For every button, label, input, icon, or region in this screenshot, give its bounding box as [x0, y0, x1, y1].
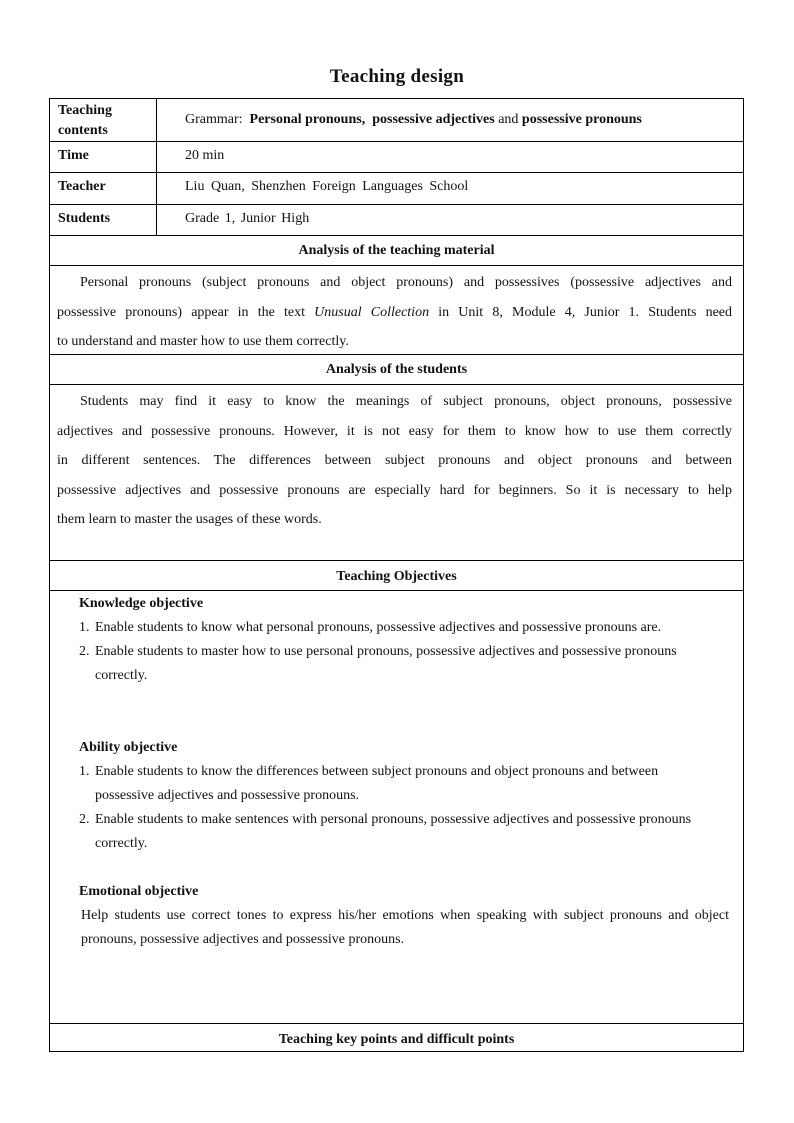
contents-term-possessive-pronouns: possessive pronouns: [521, 112, 642, 127]
item-text: Enable students to know what personal pronouns, possessive adjectives and possessive pronouns are.: [95, 620, 662, 635]
emotional-objective-title: Emotional objective: [79, 884, 199, 899]
material-line: [57, 298, 732, 328]
text-title: Unusual Collection: [314, 304, 430, 320]
key-points-heading: Teaching key points and difficult points: [278, 1032, 515, 1047]
students-analysis-line: possessive adjectives and possessive pronouns are especially hard for beginners. So it is necessary to help: [57, 482, 732, 498]
label-column-divider: [156, 99, 157, 235]
emotional-objective-text: Help students use correct tones to express his/her emotions when speaking with subject pronouns and object pronouns, possessive adjectives and possessive pronouns.: [81, 908, 729, 947]
item-number: 2.: [79, 644, 90, 659]
students-analysis-line: them learn to master the usages of these words.: [57, 512, 322, 527]
row-divider: [50, 560, 743, 561]
item-number: 2.: [79, 812, 90, 827]
row-divider: [50, 172, 743, 173]
material-line: Personal pronouns (subject pronouns and object pronouns) and possessives (possessive adjectives and: [80, 275, 732, 290]
list-item: [79, 760, 719, 808]
contents-joiner: and: [498, 112, 519, 127]
material-line: to understand and master how to use them correctly.: [57, 334, 349, 349]
students-analysis-paragraph: [57, 387, 732, 535]
contents-term-personal: Personal pronouns,: [249, 112, 366, 127]
row-divider: [50, 235, 743, 236]
students-value: Grade 1, Junior High: [185, 211, 310, 226]
teaching-design-table: [49, 98, 744, 1052]
item-text: Enable students to know the differences between subject pronouns and object pronouns and between possessive adjectives and possessive pronouns.: [95, 764, 659, 803]
row-divider: [50, 141, 743, 142]
list-item: [79, 808, 719, 856]
teacher-value: Liu Quan, Shenzhen Foreign Languages School: [185, 179, 469, 194]
knowledge-objective-title: Knowledge objective: [79, 596, 204, 611]
ability-objective-title: Ability objective: [79, 740, 178, 755]
teacher-label: Teacher: [58, 179, 106, 194]
list-item: [79, 616, 719, 640]
material-line2-start: possessive pronouns) appear in the text: [57, 304, 305, 320]
time-label: Time: [58, 148, 89, 163]
row-divider: [50, 590, 743, 591]
material-line2-end: in Unit 8, Module 4, Junior 1. Students need: [438, 304, 733, 320]
students-analysis-heading: Analysis of the students: [325, 362, 468, 377]
item-number: 1.: [79, 764, 90, 779]
material-heading: Analysis of the teaching material: [298, 243, 495, 258]
ability-objective-list: [79, 760, 719, 856]
list-item: [79, 640, 719, 688]
material-paragraph: [57, 268, 732, 357]
time-value: 20 min: [185, 148, 225, 163]
item-text: Enable students to master how to use personal pronouns, possessive adjectives and possessive pronouns correctly.: [95, 644, 677, 683]
row-divider: [50, 265, 743, 266]
contents-value: [185, 112, 642, 128]
item-text: Enable students to make sentences with personal pronouns, possessive adjectives and possessive pronouns correctly.: [95, 812, 692, 851]
contents-prefix: Grammar:: [185, 112, 243, 127]
row-divider: [50, 1023, 743, 1024]
contents-term-adjectives: possessive adjectives: [372, 112, 495, 127]
contents-label: Teaching contents: [58, 103, 112, 138]
students-analysis-line: Students may find it easy to know the meanings of subject pronouns, object pronouns, possessive: [80, 394, 732, 409]
knowledge-objective-list: [79, 616, 719, 688]
students-analysis-line: adjectives and possessive pronouns. However, it is not easy for them to know how to use them correctly: [57, 423, 732, 439]
students-label: Students: [58, 211, 111, 226]
item-number: 1.: [79, 620, 90, 635]
row-divider: [50, 384, 743, 385]
row-divider: [50, 204, 743, 205]
objectives-heading: Teaching Objectives: [336, 569, 457, 584]
document-title: Teaching design: [329, 66, 465, 87]
students-analysis-line: in different sentences. The differences between subject pronouns and object pronouns and between: [57, 453, 732, 468]
